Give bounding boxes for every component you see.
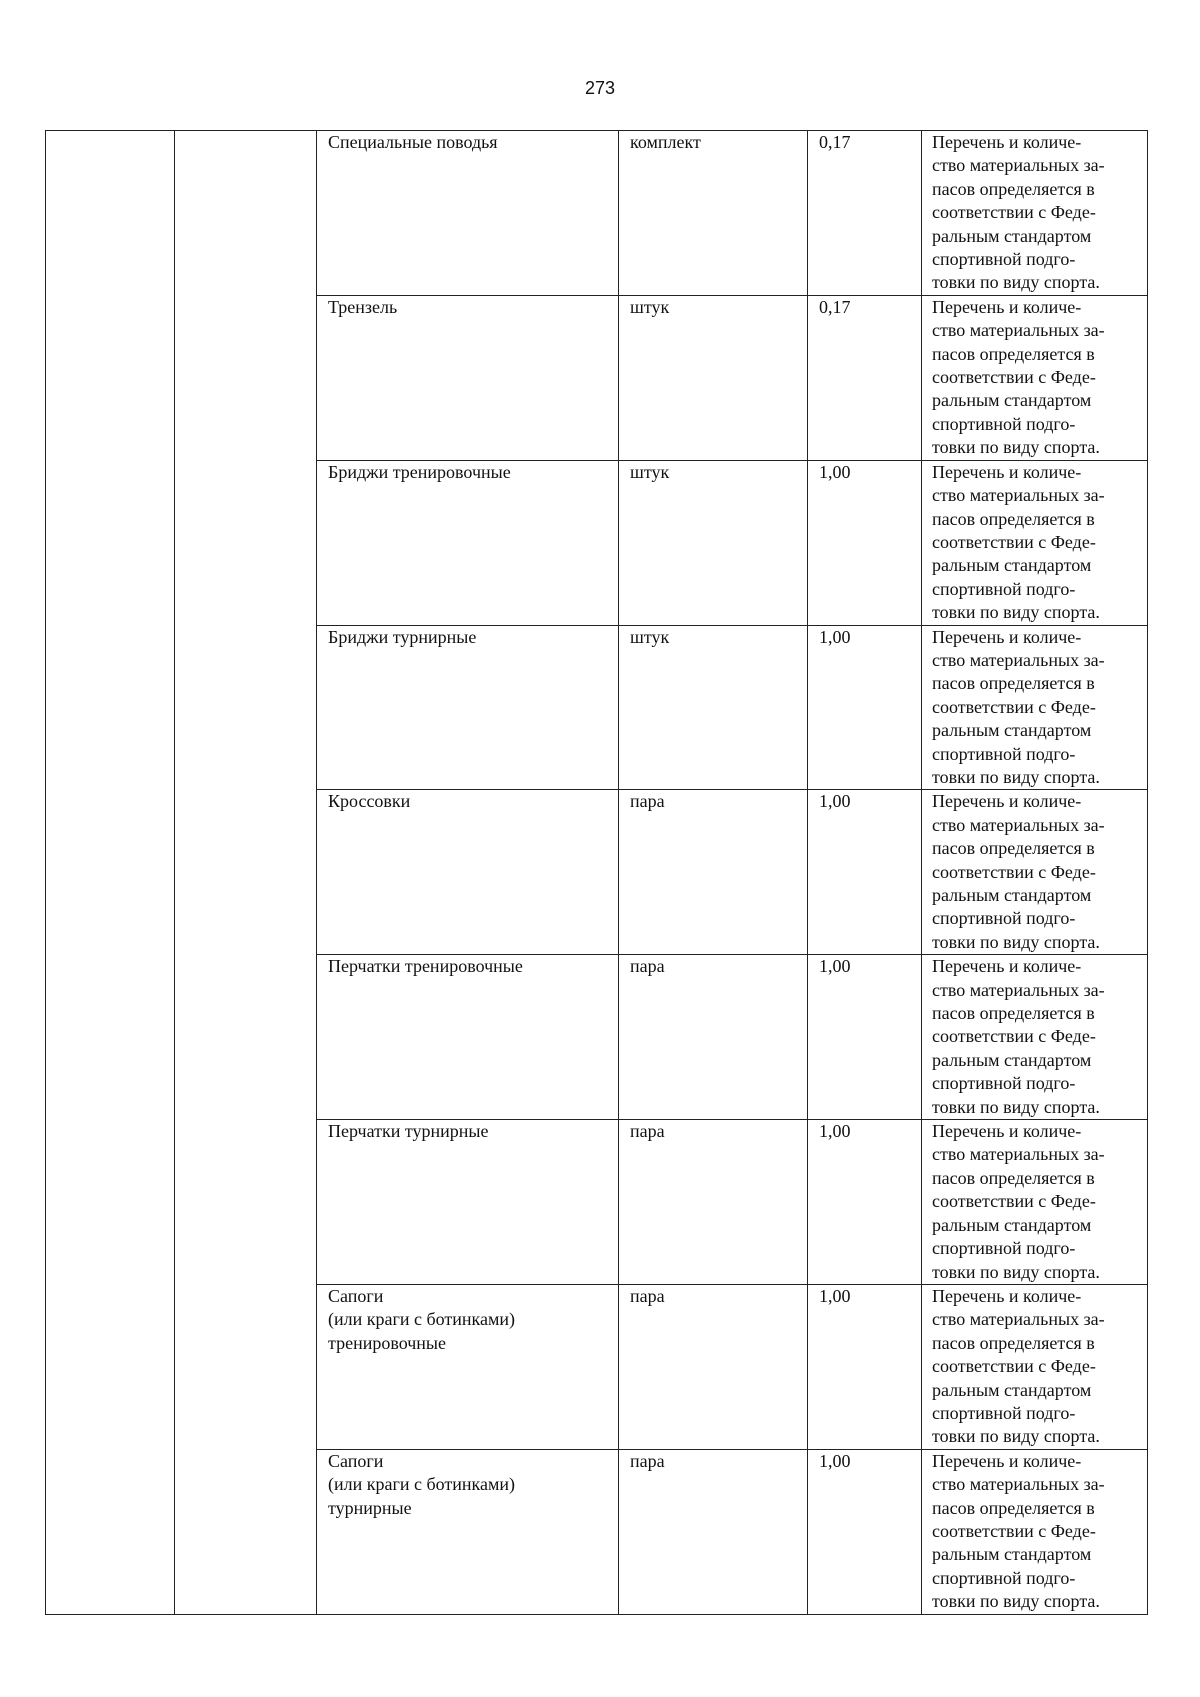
unit-cell: штук [619,460,808,625]
note-line: ральным стандартом [932,1214,1092,1235]
note-line: Перечень и количе- [932,132,1082,152]
note-line: соответствии с Феде- [932,1191,1096,1212]
item-name-cell [317,1449,619,1614]
quantity-cell: 1,00 [808,790,922,955]
note-line: товки по виду спорта. [932,437,1100,458]
note-line: соответствии с Феде- [932,531,1096,552]
item-name-line: турнирные [328,1497,412,1518]
note-line: ство материальных за- [932,649,1105,670]
group-cell-1 [46,131,175,1615]
note-cell [922,790,1148,955]
unit-cell: пара [619,790,808,955]
note-line: соответствии с Феде- [932,367,1096,388]
note-line: спортивной подго- [932,908,1076,929]
note-line: ральным стандартом [932,390,1092,411]
note-line: ство материальных за- [932,979,1105,1000]
note-line: ральным стандартом [932,1379,1092,1400]
note-cell [922,131,1148,296]
note-line: пасов определяется в [932,673,1095,694]
table-row [46,131,1148,296]
item-name-line: Бриджи турнирные [328,626,477,647]
note-line: пасов определяется в [932,1167,1095,1188]
item-name-line: Перчатки турнирные [328,1121,489,1142]
item-name-line: Сапоги [328,1285,384,1306]
note-line: ральным стандартом [932,885,1092,905]
note-cell [922,1284,1148,1449]
note-line: ство материальных за- [932,1309,1105,1330]
table-body [46,131,1148,1615]
unit-cell: пара [619,1120,808,1285]
note-line: Перечень и количе- [932,791,1082,812]
item-name-line: (или краги с ботинками) [328,1309,516,1330]
note-line: Перечень и количе- [932,1121,1082,1142]
note-line: товки по виду спорта. [932,766,1100,787]
note-line: спортивной подго- [932,578,1076,599]
note-line: ральным стандартом [932,1049,1092,1070]
item-name-line: Сапоги [328,1450,384,1471]
group-cell-2 [175,131,317,1615]
item-name-line: Трензель [328,296,398,317]
note-cell [922,625,1148,790]
note-line: Перечень и количе- [932,956,1082,977]
quantity-cell: 1,00 [808,1120,922,1285]
note-cell [922,460,1148,625]
note-line: ство материальных за- [932,1144,1105,1165]
note-line: пасов определяется в [932,1003,1095,1024]
item-name-line: тренировочные [328,1332,447,1353]
note-line: товки по виду спорта. [932,1426,1100,1447]
note-line: спортивной подго- [932,743,1076,764]
quantity-cell: 0,17 [808,295,922,460]
note-cell [922,295,1148,460]
item-name-line: (или краги с ботинками) [328,1474,516,1495]
note-line: соответствии с Феде- [932,1026,1096,1047]
note-line: спортивной подго- [932,249,1076,270]
unit-cell: штук [619,625,808,790]
note-cell [922,955,1148,1120]
note-line: товки по виду спорта. [932,272,1100,293]
note-line: ство материальных за- [932,485,1105,506]
note-line: пасов определяется в [932,1497,1095,1518]
note-line: товки по виду спорта. [932,1591,1100,1612]
note-line: товки по виду спорта. [932,931,1100,952]
note-line: спортивной подго- [932,413,1076,434]
note-line: товки по виду спорта. [932,1096,1100,1117]
item-name-cell [317,295,619,460]
unit-cell: комплект [619,131,808,296]
item-name-line: Кроссовки [328,791,411,812]
note-line: спортивной подго- [932,1567,1076,1588]
quantity-cell: 1,00 [808,1284,922,1449]
note-line: соответствии с Феде- [932,1356,1096,1377]
note-cell [922,1120,1148,1285]
note-line: спортивной подго- [932,1238,1076,1259]
note-line: Перечень и количе- [932,296,1082,317]
unit-cell: пара [619,1284,808,1449]
note-line: спортивной подго- [932,1402,1076,1423]
note-line: ральным стандартом [932,1544,1092,1565]
note-line: ство материальных за- [932,155,1105,176]
note-line: Перечень и количе- [932,1450,1082,1471]
note-line: спортивной подго- [932,1073,1076,1094]
note-line: ральным стандартом [932,555,1092,576]
note-line: соответствии с Феде- [932,861,1096,882]
item-name-line: Специальные поводья [328,132,498,152]
note-line: ство материальных за- [932,320,1105,341]
item-name-cell [317,625,619,790]
quantity-cell: 0,17 [808,131,922,296]
note-line: Перечень и количе- [932,626,1082,647]
item-name-cell [317,1284,619,1449]
note-line: соответствии с Феде- [932,1520,1096,1541]
item-name-cell [317,131,619,296]
note-line: пасов определяется в [932,1332,1095,1353]
quantity-cell: 1,00 [808,1449,922,1614]
note-line: пасов определяется в [932,343,1095,364]
item-name-cell [317,790,619,955]
note-line: соответствии с Феде- [932,202,1096,223]
note-line: ство материальных за- [932,814,1105,835]
quantity-cell: 1,00 [808,460,922,625]
note-line: ство материальных за- [932,1474,1105,1495]
unit-cell: пара [619,955,808,1120]
item-name-line: Перчатки тренировочные [328,956,523,977]
note-line: Перечень и количе- [932,1285,1082,1306]
page-number: 273 [584,78,616,98]
quantity-cell: 1,00 [808,955,922,1120]
note-line: товки по виду спорта. [932,1261,1100,1282]
note-line: товки по виду спорта. [932,602,1100,623]
item-name-cell [317,460,619,625]
requirements-table [45,130,1148,1615]
item-name-line: Бриджи тренировочные [328,461,511,482]
unit-cell: пара [619,1449,808,1614]
note-line: пасов определяется в [932,838,1095,859]
note-line: пасов определяется в [932,178,1095,199]
note-cell [922,1449,1148,1614]
note-line: соответствии с Феде- [932,696,1096,717]
note-line: Перечень и количе- [932,461,1082,482]
item-name-cell [317,1120,619,1285]
unit-cell: штук [619,295,808,460]
note-line: ральным стандартом [932,720,1092,741]
quantity-cell: 1,00 [808,625,922,790]
item-name-cell [317,955,619,1120]
note-line: пасов определяется в [932,508,1095,529]
note-line: ральным стандартом [932,225,1092,246]
